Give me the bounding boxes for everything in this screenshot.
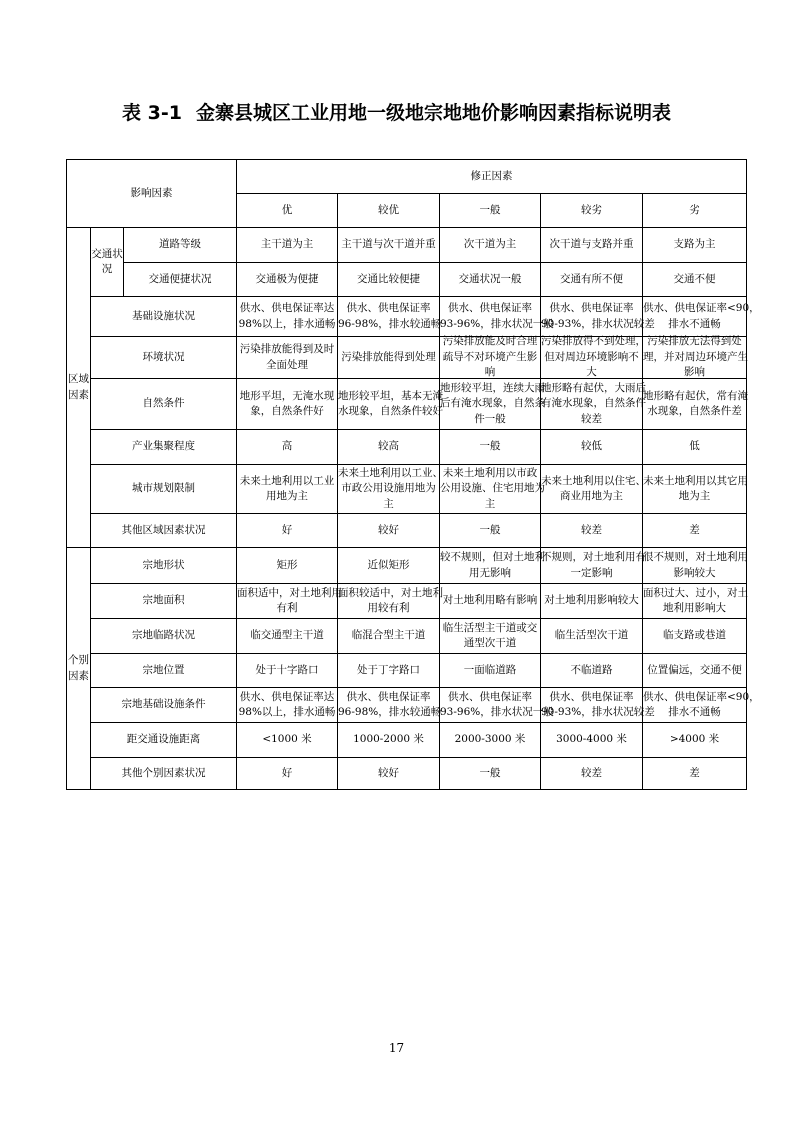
table-value-cell <box>338 548 440 584</box>
table-value-cell <box>643 654 747 688</box>
table-value-cell <box>440 654 541 688</box>
table-value-cell <box>338 297 440 337</box>
table-value-cell <box>541 723 643 758</box>
table-value-cell <box>338 263 440 297</box>
table-value-cell-text: 差 <box>689 523 700 536</box>
table-value-cell-text: 次干道为主 <box>463 238 517 251</box>
table-value-cell-text: 交通状况一般 <box>458 272 522 285</box>
table-value-cell <box>541 263 643 297</box>
table-value-cell-text: 较差 <box>581 766 602 779</box>
grade-header-cell-text: 较劣 <box>581 203 602 216</box>
table-value-cell <box>338 228 440 263</box>
table-value-cell <box>643 337 747 379</box>
factor-name-cell-text: 交通便捷状况 <box>148 272 212 285</box>
table-caption: 金寨县城区工业用地一级地宗地地价影响因素指标说明表 <box>195 102 671 124</box>
factor-name-cell-text: 道路等级 <box>159 238 201 251</box>
grade-header-cell <box>541 194 643 228</box>
table-value-cell-text: 未来土地利用以工业、 市政公用设施用地为 主 <box>338 466 443 510</box>
table-value-cell <box>440 619 541 654</box>
table-title <box>0 101 793 125</box>
factor-name-cell-text: 其他个别因素状况 <box>121 766 206 779</box>
table-value-cell <box>643 584 747 619</box>
table-value-cell <box>237 514 338 548</box>
table-value-cell-text: 处于丁字路口 <box>357 663 420 676</box>
table-value-cell <box>440 337 541 379</box>
factor-name-cell <box>91 758 237 790</box>
table-value-cell-text: 地形略有起伏，大雨后 有淹水现象，自然条件 较差 <box>541 381 646 425</box>
table-value-cell <box>237 379 338 430</box>
page-number: 17 <box>388 1041 405 1055</box>
table-value-cell <box>643 263 747 297</box>
table-value-cell <box>338 379 443 430</box>
table-value-cell-text: 地形较平坦，连续大雨 后有淹水现象，自然条 件一般 <box>440 381 545 425</box>
table-value-cell <box>541 619 643 654</box>
table-value-cell-text: 不临道路 <box>570 663 613 676</box>
table-value-cell-text: 临生活型次干道 <box>554 629 629 642</box>
table-value-cell <box>643 430 747 465</box>
table-value-cell-text: 未来土地利用以住宅、 商业用地为主 <box>541 474 646 502</box>
grade-header-cell <box>237 194 338 228</box>
factor-name-cell-text: 宗地临路状况 <box>132 629 195 642</box>
table-value-cell <box>237 548 338 584</box>
factor-name-cell <box>91 619 237 654</box>
table-value-cell-text: 污染排放能得到处理 <box>341 350 436 363</box>
table-value-cell-text: 供水、供电保证率 93-96%，排水状况一般 <box>440 302 554 330</box>
table-value-cell <box>440 379 545 430</box>
table-value-cell <box>338 619 440 654</box>
table-value-cell <box>237 297 338 337</box>
factor-name-cell <box>91 465 237 514</box>
table-value-cell-text: 供水、供电保证率<90， 排水不通畅 <box>643 302 760 330</box>
table-value-cell <box>338 465 443 514</box>
table-value-cell-text: 供水、供电保证率<90， 排水不通畅 <box>643 690 760 718</box>
table-value-cell-text: 未来土地利用以其它用 地为主 <box>643 474 748 502</box>
table-value-cell <box>237 619 338 654</box>
table-value-cell-text: 2000-3000 米 <box>454 733 526 746</box>
table-value-cell-text: 供水、供电保证率 96-98%，排水较通畅 <box>338 690 442 718</box>
table-value-cell <box>643 465 747 514</box>
table-value-cell <box>338 584 443 619</box>
table-value-cell-text: 未来土地利用以市政 公用设施、住宅用地为 主 <box>440 466 545 510</box>
factor-name-cell <box>91 430 237 465</box>
table-value-cell <box>338 758 440 790</box>
table-value-cell <box>643 297 760 337</box>
table-value-cell <box>237 723 338 758</box>
table-value-cell-text: 一般 <box>479 766 501 779</box>
table-value-cell-text: 污染排放能得到及时 全面处理 <box>239 343 335 371</box>
factor-name-cell-text: 距交通设施距离 <box>126 733 201 746</box>
factor-name-cell-text: 城市规划限制 <box>132 482 195 495</box>
table-value-cell-text: 供水、供电保证率 90-93%，排水状况较差 <box>541 302 655 330</box>
table-value-cell-text: 一面临道路 <box>463 663 517 676</box>
table-value-cell-text: 矩形 <box>276 558 298 571</box>
table-value-cell-text: 供水、供电保证率 93-96%，排水状况一般 <box>440 690 554 718</box>
table-value-cell <box>643 619 747 654</box>
table-value-cell <box>541 297 655 337</box>
grade-header-cell-text: 一般 <box>479 203 501 216</box>
table-value-cell <box>237 654 338 688</box>
grade-header-cell-text: 优 <box>281 203 293 216</box>
table-value-cell <box>440 430 541 465</box>
group-label-regional-text: 区域因素 <box>67 373 89 401</box>
factor-name-cell <box>91 379 237 430</box>
factor-name-cell <box>124 263 237 297</box>
table-number: 表 3-1 <box>122 102 182 124</box>
table-value-cell-text: 主干道与次干道并重 <box>341 238 436 251</box>
table-value-cell-text: 面积较适中，对土地利 用较有利 <box>338 586 443 614</box>
table-value-cell-text: 次干道与支路并重 <box>549 238 634 251</box>
table-value-cell-text: 地形平坦，无淹水现 象，自然条件好 <box>239 389 335 417</box>
table-value-cell <box>643 688 760 723</box>
table-value-cell-text: 近似矩形 <box>367 558 410 571</box>
table-value-cell-text: 很不规则，对土地利用 影响较大 <box>643 551 748 579</box>
table-value-cell <box>541 430 643 465</box>
table-value-cell-text: 对土地利用影响较大 <box>544 594 639 607</box>
factor-name-cell <box>91 584 237 619</box>
corner-header-cell <box>67 160 237 228</box>
group-label-individual <box>67 548 91 790</box>
factor-name-cell <box>91 723 237 758</box>
table-value-cell <box>338 337 440 379</box>
group-label-individual-text: 个别因素 <box>67 654 89 682</box>
table-value-cell <box>440 723 541 758</box>
table-value-cell <box>237 688 338 723</box>
table-value-cell-text: 处于十字路口 <box>255 663 319 676</box>
table-value-cell-text: 临混合型主干道 <box>351 629 426 642</box>
table-value-cell-text: 较高 <box>378 440 399 453</box>
table-value-cell-text: 污染排放能及时合理 疏导不对环境产生影 响 <box>442 335 538 379</box>
factor-name-cell <box>91 548 237 584</box>
table-value-cell-text: 较好 <box>378 766 399 779</box>
table-value-cell-text: 差 <box>689 766 700 779</box>
grade-header-cell <box>338 194 440 228</box>
grade-header-cell-text: 较优 <box>378 203 399 216</box>
grade-header-cell <box>643 194 747 228</box>
table-value-cell <box>541 228 643 263</box>
table-value-cell-text: 临交通型主干道 <box>250 629 324 642</box>
table-value-cell-text: 高 <box>281 440 293 453</box>
table-value-cell-text: 较好 <box>378 523 399 536</box>
table-value-cell <box>237 465 338 514</box>
table-value-cell <box>237 228 338 263</box>
table-value-cell-text: 临生活型主干道或交 通型次干道 <box>442 621 538 649</box>
table-value-cell <box>541 514 643 548</box>
table-value-cell <box>541 548 646 584</box>
factor-table <box>66 159 760 790</box>
table-value-cell-text: 供水、供电保证率 96-98%，排水较通畅 <box>338 302 442 330</box>
table-value-cell-text: 未来土地利用以工业 用地为主 <box>239 474 335 502</box>
table-value-cell <box>440 228 541 263</box>
table-value-cell <box>440 548 545 584</box>
factor-name-cell-text: 产业集聚程度 <box>132 440 195 453</box>
table-value-cell-text: 较不规则，但对土地利 用无影响 <box>440 551 545 579</box>
table-value-cell-text: 一般 <box>479 523 501 536</box>
table-value-cell-text: 1000-2000 米 <box>353 733 424 746</box>
factor-name-cell <box>124 228 237 263</box>
table-value-cell-text: 地形较平坦，基本无淹 水现象，自然条件较好 <box>338 389 443 417</box>
table-value-cell <box>237 263 338 297</box>
table-value-cell-text: 3000-4000 米 <box>556 733 627 746</box>
table-value-cell <box>338 654 440 688</box>
table-value-cell <box>541 379 646 430</box>
table-value-cell-text: 面积适中，对土地利用 有利 <box>237 586 342 614</box>
table-value-cell <box>440 584 541 619</box>
table-value-cell <box>237 584 342 619</box>
table-value-cell-text: 供水、供电保证率 90-93%，排水状况较差 <box>541 690 655 718</box>
group-label-regional <box>67 228 91 548</box>
factor-name-cell-text: 环境状况 <box>142 350 185 363</box>
factor-name-cell <box>91 337 237 379</box>
factor-name-cell-text: 宗地面积 <box>142 594 185 607</box>
table-value-cell <box>440 297 554 337</box>
factor-name-cell-text: 宗地位置 <box>142 663 185 676</box>
table-value-cell <box>440 688 554 723</box>
table-value-cell-text: 较差 <box>581 523 602 536</box>
table-value-cell <box>541 654 643 688</box>
factor-name-cell <box>91 688 237 723</box>
table-value-cell <box>541 465 646 514</box>
table-value-cell <box>440 514 541 548</box>
factor-name-cell-text: 其他区域因素状况 <box>121 523 206 536</box>
factor-name-cell <box>91 654 237 688</box>
correction-header-cell <box>237 160 747 194</box>
factor-name-cell <box>91 514 237 548</box>
table-value-cell <box>338 723 440 758</box>
table-value-cell <box>440 263 541 297</box>
table-value-cell <box>440 758 541 790</box>
table-value-cell <box>338 514 440 548</box>
table-value-cell <box>643 514 747 548</box>
table-value-cell-text: 对土地利用略有影响 <box>442 594 538 607</box>
table-value-cell-text: 供水、供电保证率达 98%以上，排水通畅 <box>238 690 336 718</box>
table-value-cell <box>541 335 646 379</box>
table-value-cell <box>643 723 747 758</box>
table-value-cell <box>237 337 338 379</box>
table-value-cell-text: 好 <box>281 766 293 779</box>
table-value-cell <box>440 465 545 514</box>
table-value-cell-text: 面积过大、过小，对土 地利用影响大 <box>643 586 748 614</box>
table-value-cell <box>643 758 747 790</box>
table-value-cell <box>541 688 655 723</box>
table-value-cell <box>643 379 747 430</box>
correction-header-cell-text: 修正因素 <box>470 169 513 182</box>
table-value-cell-text: 交通比较便捷 <box>357 272 420 285</box>
table-value-cell-text: 较低 <box>581 440 602 453</box>
subgroup-label-traffic <box>91 228 124 297</box>
table-value-cell-text: 污染排放无法得到处 理，并对周边环境产生 影响 <box>643 335 748 379</box>
table-value-cell-text: 交通不便 <box>673 272 716 285</box>
grade-header-cell <box>440 194 541 228</box>
table-value-cell-text: 一般 <box>479 440 501 453</box>
table-value-cell-text: 交通极为便捷 <box>255 272 319 285</box>
table-value-cell <box>237 430 338 465</box>
table-value-cell <box>237 758 338 790</box>
table-value-cell-text: <1000 米 <box>262 733 312 746</box>
subgroup-label-traffic-text: 交通状况 <box>91 247 123 275</box>
table-value-cell-text: >4000 米 <box>669 733 720 746</box>
corner-header-cell-text: 影响因素 <box>130 186 173 199</box>
table-value-cell-text: 不规则，对土地利用有 一定影响 <box>541 551 646 579</box>
table-value-cell <box>643 548 747 584</box>
grade-header-cell-text: 劣 <box>689 203 700 216</box>
table-value-cell-text: 地形略有起伏，常有淹 水现象，自然条件差 <box>643 389 748 417</box>
factor-name-cell-text: 宗地基础设施条件 <box>121 698 206 711</box>
table-value-cell <box>643 228 747 263</box>
table-value-cell-text: 位置偏远，交通不便 <box>647 663 742 676</box>
table-value-cell-text: 好 <box>281 523 293 536</box>
table-value-cell-text: 主干道为主 <box>260 238 314 251</box>
table-value-cell <box>338 430 440 465</box>
factor-name-cell <box>91 297 237 337</box>
table-value-cell-text: 低 <box>689 440 700 453</box>
table-value-cell <box>541 758 643 790</box>
table-value-cell-text: 供水、供电保证率达 98%以上，排水通畅 <box>238 302 336 330</box>
table-value-cell-text: 临支路或巷道 <box>663 629 726 642</box>
factor-name-cell-text: 宗地形状 <box>142 558 185 571</box>
table-value-cell-text: 交通有所不便 <box>560 272 623 285</box>
table-value-cell-text: 污染排放得不到处理， 但对周边环境影响不 大 <box>541 335 646 379</box>
table-value-cell <box>541 584 643 619</box>
factor-name-cell-text: 基础设施状况 <box>132 309 195 322</box>
table-value-cell <box>338 688 440 723</box>
factor-name-cell-text: 自然条件 <box>142 397 185 410</box>
table-value-cell-text: 支路为主 <box>673 238 716 251</box>
